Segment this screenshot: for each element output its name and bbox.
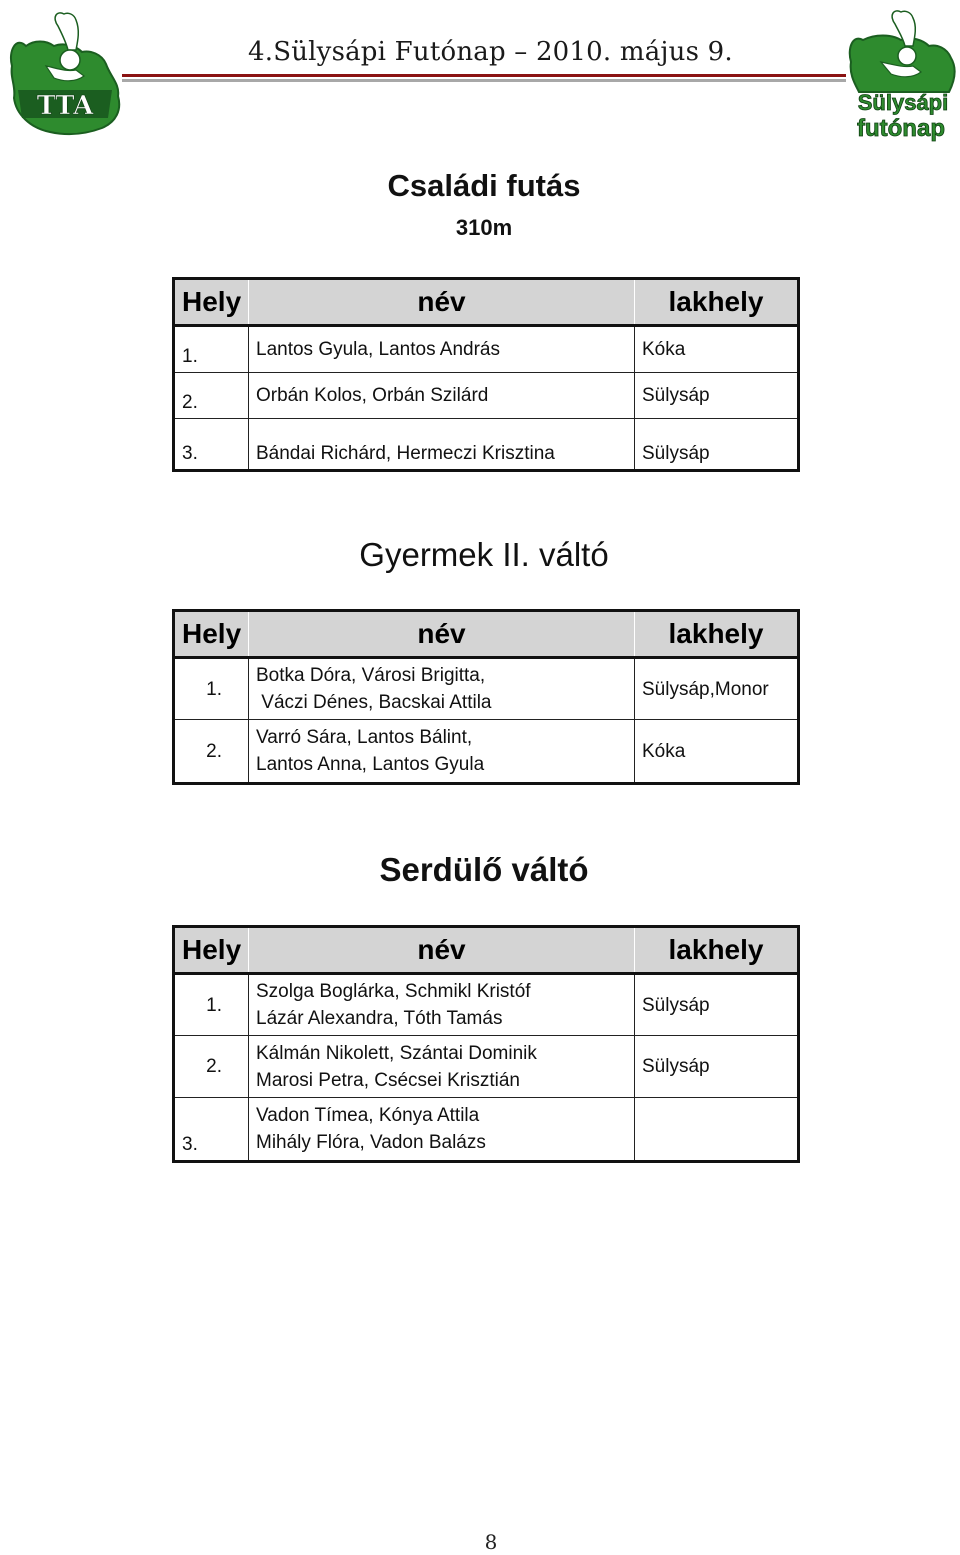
name-line: Vadon Tímea, Kónya Attila (256, 1105, 480, 1126)
name-line: Botka Dóra, Városi Brigitta, (256, 665, 486, 686)
table-row (174, 419, 799, 471)
name-line: Váczi Dénes, Bacskai Attila (256, 692, 492, 713)
table-row (174, 720, 799, 784)
table-header-row (174, 927, 799, 974)
column-header-residence: lakhely (635, 279, 799, 326)
residence-cell: Sülysáp (635, 373, 799, 419)
table-row (174, 373, 799, 419)
residence-cell: Sülysáp (635, 419, 799, 471)
name-cell: Orbán Kolos, Orbán Szilárd (249, 373, 635, 419)
name-cell (249, 658, 635, 720)
column-header-place: Hely (174, 927, 249, 974)
residence-cell: Sülysáp (635, 974, 799, 1036)
residence-cell: Kóka (635, 326, 799, 373)
page-number: 8 (484, 1530, 498, 1554)
name-line: Kálmán Nikolett, Szántai Dominik (256, 1042, 537, 1064)
residence-cell: Sülysáp,Monor (635, 658, 799, 720)
sulysapi-futonap-logo (845, 6, 960, 144)
name-cell (249, 1036, 635, 1098)
header-rule-shadow (122, 79, 846, 82)
svg-text:TTA: TTA (36, 91, 94, 121)
table-row (174, 974, 799, 1036)
table-row (174, 326, 799, 373)
residence-cell (635, 1098, 799, 1162)
name-line: Lázár Alexandra, Tóth Tamás (256, 1008, 503, 1029)
name-line: Mihály Flóra, Vadon Balázs (256, 1132, 486, 1153)
column-header-residence: lakhely (635, 927, 799, 974)
name-cell (249, 720, 635, 784)
name-line: Lantos Anna, Lantos Gyula (256, 754, 485, 775)
table-row (174, 1036, 799, 1098)
place-cell: 1. (174, 326, 249, 373)
name-line: Marosi Petra, Csécsei Krisztián (256, 1069, 520, 1091)
section-title-children-relay: Gyermek II. váltó (359, 536, 609, 573)
svg-text:futónap: futónap (857, 115, 945, 142)
name-cell: Bándai Richárd, Hermeczi Krisztina (249, 419, 635, 471)
place-cell: 3. (174, 419, 249, 471)
results-table-family-run (172, 277, 800, 472)
header-rule (122, 74, 846, 77)
tta-logo (6, 6, 124, 138)
place-cell: 2. (174, 373, 249, 419)
place-cell: 2. (174, 720, 249, 784)
svg-text:Sülysápi: Sülysápi (857, 90, 949, 115)
column-header-name: név (249, 279, 635, 326)
residence-cell: Sülysáp (635, 1036, 799, 1098)
section-title-family-run: Családi futás (387, 168, 581, 203)
table-row (174, 658, 799, 720)
results-table-junior-relay (172, 925, 800, 1163)
event-title: 4.Sülysápi Futónap – 2010. május 9. (248, 37, 733, 67)
place-cell: 2. (174, 1036, 249, 1098)
name-cell (249, 1098, 635, 1162)
column-header-place: Hely (174, 611, 249, 658)
table-header-row (174, 279, 799, 326)
name-cell (249, 974, 635, 1036)
place-cell: 1. (174, 658, 249, 720)
place-cell: 1. (174, 974, 249, 1036)
column-header-place: Hely (174, 279, 249, 326)
name-line: Szolga Boglárka, Schmikl Kristóf (256, 981, 531, 1002)
residence-cell: Kóka (635, 720, 799, 784)
name-line: Varró Sára, Lantos Bálint, (256, 727, 473, 748)
table-header-row (174, 611, 799, 658)
section-distance: 310m (455, 215, 513, 240)
table-row (174, 1098, 799, 1162)
name-cell: Lantos Gyula, Lantos András (249, 326, 635, 373)
section-title-junior-relay: Serdülő váltó (379, 851, 589, 888)
place-cell: 3. (174, 1098, 249, 1162)
column-header-name: név (249, 927, 635, 974)
column-header-residence: lakhely (635, 611, 799, 658)
results-table-children-relay (172, 609, 800, 785)
column-header-name: név (249, 611, 635, 658)
